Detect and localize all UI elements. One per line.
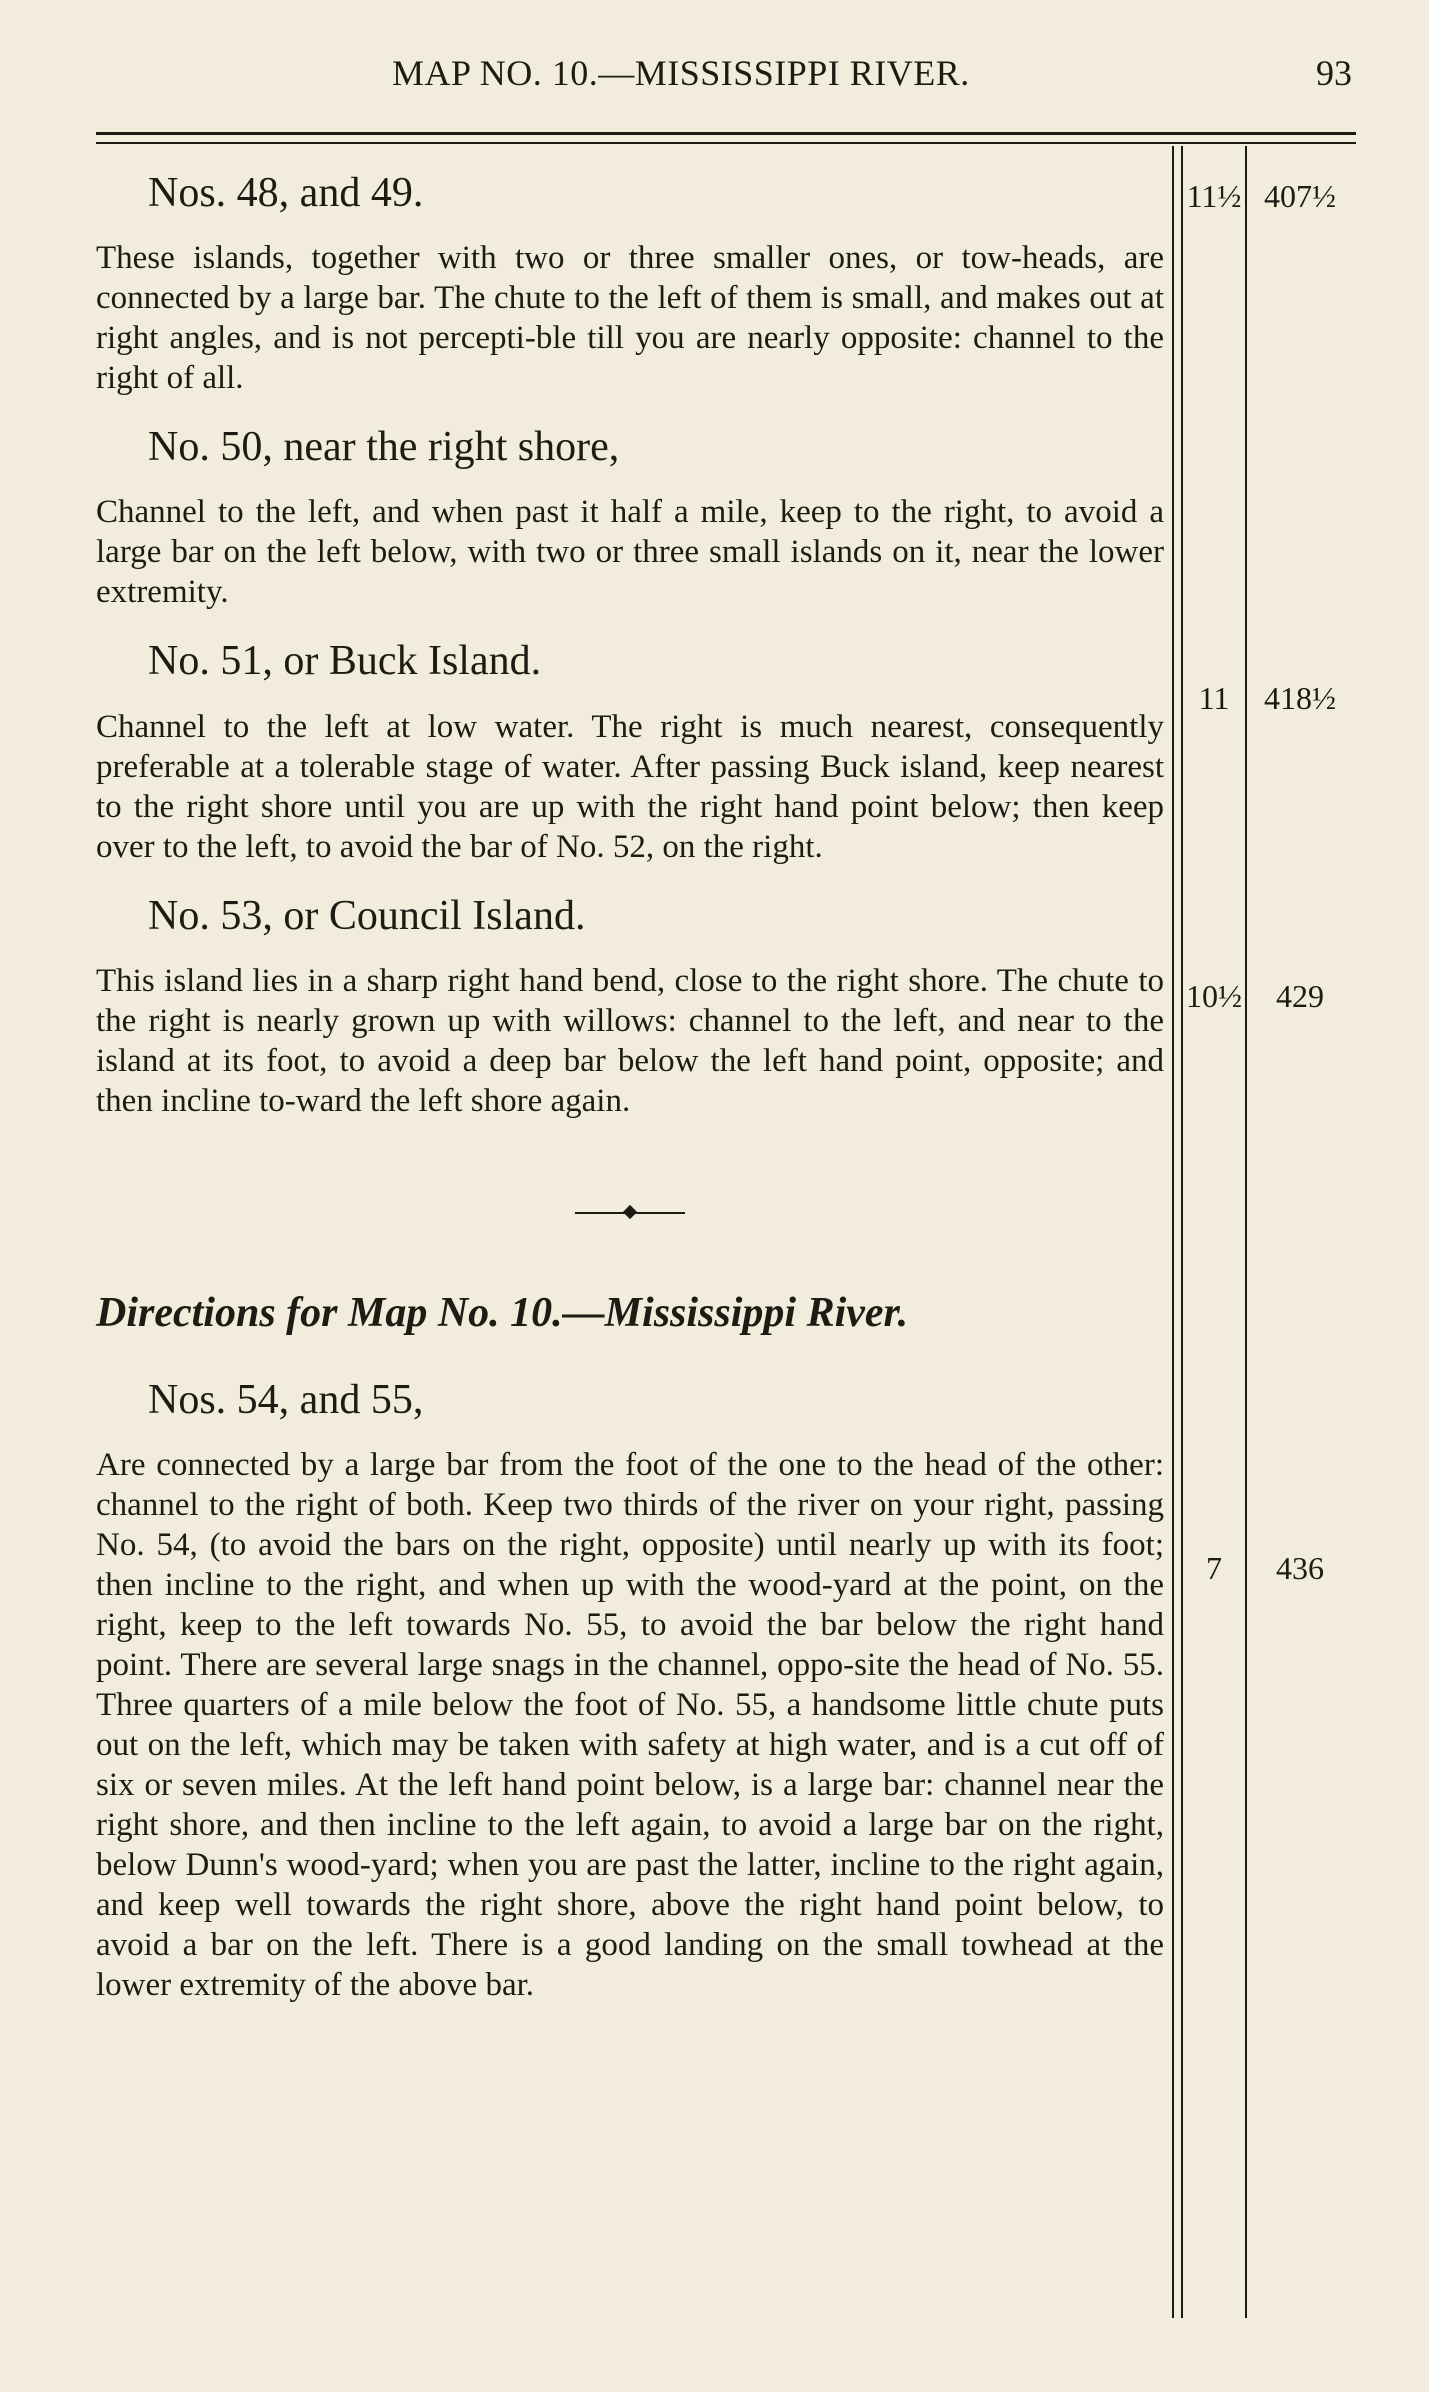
distance-cell: 11½ (1186, 178, 1242, 214)
entry-text: These islands, together with two or three smaller ones, or tow-heads, are connected by a large bar. The chute to the left of them is small, and makes out at right angles, and is not percepti-ble till you are nearly opposite: channel to the right of all. (96, 240, 1164, 397)
entry-53 (96, 893, 1164, 1121)
entry-51 (96, 638, 1164, 866)
entry-48-49 (96, 170, 1164, 398)
header-rule (96, 132, 1356, 135)
entry-54-55 (96, 1377, 1164, 2005)
entry-text: Are connected by a large bar from the foot of the one to the head of the other: channel to the right of both. Keep two thirds of the river on your right, passing No. 54, (to avoid the bars on the right, opposite) until nearly up with its foot; then incline to the right, and when up with the wood-yard at the point, on the right, keep to the left towards No. 55, to avoid the bar below the right hand point. There are several large snags in the channel, oppo-site the head of No. 55. Three quarters of a mile below the foot of No. 55, a handsome little chute puts out on the left, which may be taken with safety at high water, and is a cut off of six or seven miles. At the left hand point below, is a large bar: channel near the right shore, and then incline to the left again, to avoid a large bar on the right, below Dunn's wood-yard; when you are past the latter, incline to the right again, and keep well towards the right shore, above the right hand point below, to avoid a bar on the left. There is a good landing on the small towhead at the lower extremity of the above bar. (96, 1446, 1164, 2003)
entry-50 (96, 424, 1164, 612)
total-cell: 436 (1276, 1550, 1324, 1586)
ornament-diamond-icon (623, 1205, 637, 1219)
entry-heading: Nos. 48, and 49. (148, 170, 424, 216)
total-cell: 429 (1276, 978, 1324, 1014)
page-header (0, 52, 1429, 102)
column-divider (1181, 146, 1183, 2318)
entry-text: This island lies in a sharp right hand bend, close to the right shore. The chute to the right is nearly grown up with willows: channel to the left, and near to the island at its foot, to avoid a deep bar below the left hand point, opposite; and then incline to-ward the left shore again. (96, 962, 1164, 1119)
column-divider (1172, 146, 1174, 2318)
running-title: MAP NO. 10.—MISSISSIPPI RIVER. (392, 53, 970, 93)
entry-text: Channel to the left at low water. The right is much nearest, consequently preferable at a tolerable stage of water. After passing Buck island, keep nearest to the right shore until you are up with the right hand point below; then keep over to the left, to avoid the bar of No. 52, on the right. (96, 708, 1164, 865)
header-rule-double (96, 142, 1356, 144)
distance-cell: 11 (1198, 680, 1230, 716)
entry-heading: No. 53, or Council Island. (148, 892, 586, 939)
main-text (96, 170, 1164, 2031)
entry-heading: No. 50, near the right shore, (148, 424, 620, 471)
section-title: Directions for Map No. 10.—Mississippi River. (96, 1289, 909, 1336)
total-cell: 418½ (1264, 680, 1336, 716)
distance-cell: 10½ (1186, 978, 1242, 1014)
entry-heading: No. 51, or Buck Island. (148, 638, 542, 685)
entry-heading: Nos. 54, and 55, (148, 1376, 424, 1423)
total-cell: 407½ (1264, 178, 1336, 214)
column-divider (1245, 146, 1247, 2318)
entry-text: Channel to the left, and when past it half a mile, keep to the right, to avoid a large bar on the left below, with two or three small islands on it, near the lower extremity. (96, 494, 1164, 611)
distance-cell: 7 (1206, 1550, 1222, 1586)
ornament-divider (575, 1207, 685, 1219)
page-number: 93 (1316, 53, 1352, 93)
